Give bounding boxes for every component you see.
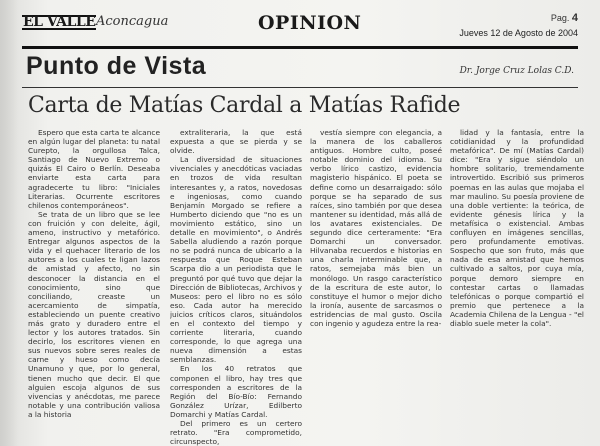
- masthead: [22, 4, 578, 46]
- article-headline: Carta de Matías Cardal a Matías Rafide: [28, 93, 461, 118]
- column-title: Punto de Vista: [26, 52, 207, 80]
- page-number: Pag. 4: [550, 12, 578, 24]
- text-column-3: [310, 128, 442, 446]
- paragraph: Se trata de un libro que se lee con fruición y con deleite, ágil, ameno, instructivo y metafórico. Entregar algunos aspectos de la vida y el quehacer literario de los autores a los cuales te ligan lazos de amistad y afecto, no sin desconocer la distancia en el conocimiento, sino que conciliando, creaste un acercamiento de simpatía, estableciendo un puente creativo más grato y duradero entre el lector y los autores tratados. Sin decirlo, los escritores vienen en sus nuevos sobre seres reales de carne y hueso como decía Unamuno y que, por lo general, tienen mucho que decir. El que alguien escoja algunos de sus vivencias y anécdotas, me parece notable y una contribución valiosa a la historia: [28, 209, 160, 419]
- paragraph: extraliteraria, la que está expuesta a que se pierda y se olvide.: [170, 128, 302, 156]
- handwritten-note: Aconcagua: [96, 14, 169, 29]
- page-fold-shadow: [0, 0, 18, 446]
- paragraph: Del primero es un certero retrato. "Era comprometido, circunspecto,: [170, 419, 302, 446]
- paragraph: Espero que esta carta te alcance en algún lugar del planeta: tu natal Curepto, la orgullosa Talca, Santiago de Nuevo Extremo o quizás El Cairo o Berlín. Deseaba enviarte esta carta para agradecerte tu libro: "Iniciales Literarias. Ocurrente escritores chilenos contemporáneos".: [28, 128, 160, 210]
- title-rule: [22, 87, 578, 88]
- paragraph: La diversidad de situaciones vivenciales y anecdóticas vaciadas en trozos de vida resultan interesantes y, a ratos, novedosas e ingeniosas, como cuando Benjamín Morgado se refiere a Humberto diciendo que "no es un movimiento estático, sino un detalle en movimiento", o Andrés Sabella aludiendo a razón porque no se podrá nunca de ubicarlo a la respuesta que Roque Esteban Scarpa dio a un periodista que le preguntó por qué tuvo que dejar la Dirección de Bibliotecas, Archivos y Museos: pero el libro no es sólo eso. Cada autor ha merecido juicios críticos claros, situándolos en el contexto del tiempo y corriente literaria, cuando corresponde, lo que agrega una nueva dimensión a estas semblanzas.: [170, 155, 302, 365]
- paragraph: vestía siempre con elegancia, a la manera de los caballeros antiguos. Hombre culto, poseé notable dominio del idioma. Su verbo lírico castizo, evidencia magisterio hispánico. El poeta se define como un desarraigado: sólo porque se ha separado de sus raíces, sino también por que desea mantener su identidad, más allá de los avatares existenciales. De segundo dice certeramente: "Era Domarchi un conversador. Hilvanaba recuerdos e historias en una charla interminable que, a ratos, semejaba más bien un monólogo. Un rasgo característico de la escritura de este autor, lo constituye el humor o mejor dicho la ironía, ausente de sarcasmos o estridencias de mal gusto. Oscila con ingenio y agudeza entre la rea-: [310, 128, 442, 328]
- newspaper-logo: EL VALLE: [23, 14, 96, 30]
- paragraph: En los 40 retratos que componen el libro, hay tres que corresponden a escritores de la Región del Bío-Bío: Fernando González Urízar, Edilberto Domarchi y Matías Cardal.: [170, 364, 302, 419]
- author-byline: Dr. Jorge Cruz Lolas C.D.: [459, 66, 574, 76]
- text-column-2: [170, 128, 302, 446]
- section-label: OPINION: [258, 12, 362, 34]
- text-column-1: [28, 128, 160, 446]
- publication-date: Jueves 12 de Agosto de 2004: [459, 28, 578, 38]
- paragraph: lidad y la fantasía, entre la cotidianidad y la profundidad metafórica". De mí (Matías Cardal) dice: "Era y sigue siéndolo un hombre solitario, tremendamente introvertido. Escribió sus primeros poemas en las aulas que mojaba el mar maulino. Su poesía proviene de una doble vertiente: la teórica, de evidente génesis lírica y la metafísica o existencial. Ambas confluyen en imágenes sencillas, pero profundamente emotivas. Sospecho que son fruto, más que nada de esa amistad que hemos cultivado a saltos, por cuya mía, porque demoro siempre en contestar cartas o llamadas telefónicas o porque compartió el premio que pertenece a la Academia Chilena de la Lengua - "el diablo suele meter la cola".: [450, 128, 584, 328]
- text-column-4: [450, 128, 584, 446]
- masthead-rule: [22, 46, 578, 49]
